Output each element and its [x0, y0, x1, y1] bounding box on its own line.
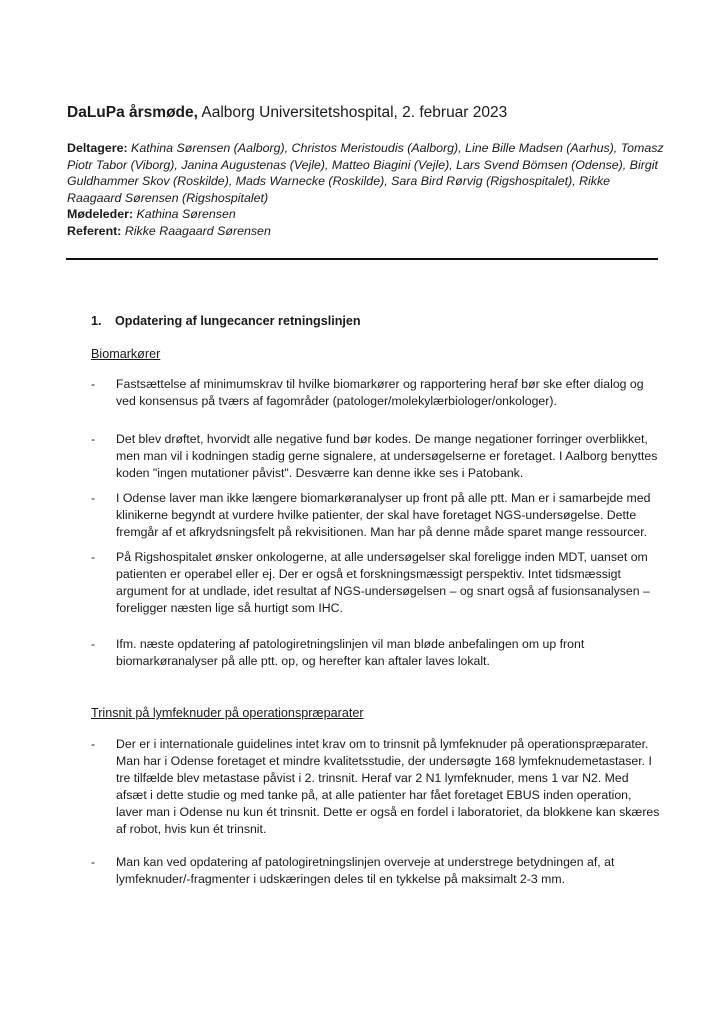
chair-label: Mødeleder:: [67, 207, 134, 221]
subheading-lymph-nodes: Trinsnit på lymfeknuder på operationspræparater: [91, 706, 364, 720]
participants-label: Deltagere:: [67, 141, 128, 155]
list-item-text: Det blev drøftet, hvorvidt alle negative fund bør kodes. De mange negationer forringer overblikket, men man vil i kodningen stadig gerne signalere, at undersøgelserne er foretaget. I Aalborg benyttes koden "ingen mutationer påvist". Desværre kan denne ikke ses i Patobank.: [116, 432, 658, 480]
participants-value: Kathina Sørensen (Aalborg), Christos Meristoudis (Aalborg), Line Bille Madsen (Aarhus), Tomasz Piotr Tabor (Viborg), Janina Augustenas (Vejle), Matteo Biagini (Vejle), Lars Svend Bömsen (Odense), Birgit Guldhammer Skov (Roskilde), Mads Warnecke (Roskilde), Sara Bird Rørvig (Rigshospitalet), Rikke Raagaard Sørensen (Rigshospitalet): [67, 141, 664, 205]
list-item-text: Der er i internationale guidelines intet krav om to trinsnit på lymfeknuder på operationspræparater. Man har i Odense foretaget et mindre kvalitetsstudie, der undersøgte 168 lymfeknudemetastaser. I tre tilfælde blev metastase påvist i 2. trinsnit. Heraf var 2 N1 lymfeknuder, mens 1 var N2. Med afsæt i dette studie og med tanke på, at alle patienter har fået foretaget EBUS inden operation, laver man i Odense nu kun ét trinsnit. Dette er også en fordel i laboratoriet, da blokkene kan skæres af robot, hvis kun ét trinsnit.: [116, 737, 660, 836]
referent-value: Rikke Raagaard Sørensen: [121, 223, 271, 238]
list-item-text: Man kan ved opdatering af patologiretningslinjen overveje at understrege betydningen af, at lymfeknuder/-fragmenter i udskæringen deles til en tykkelse på maksimalt 2-3 mm.: [116, 855, 615, 886]
referent-row: [67, 223, 667, 240]
referent-label: Referent:: [67, 223, 122, 238]
bullet-dash: -: [91, 637, 96, 651]
subheading-biomarkers: Biomarkører: [91, 347, 161, 361]
bullet-dash: -: [91, 737, 96, 751]
section-1-number: 1.: [91, 314, 102, 328]
bullet-dash: -: [91, 432, 96, 446]
meeting-meta: [67, 140, 667, 239]
chair-value: Kathina Sørensen: [133, 207, 236, 221]
participants-row: [67, 140, 667, 206]
meeting-title-rest: Aalborg Universitetshospital, 2. februar 2023: [197, 104, 508, 121]
bullet-dash: -: [91, 550, 96, 564]
bullet-dash: -: [91, 491, 96, 505]
meeting-title-bold: DaLuPa årsmøde,: [67, 104, 198, 121]
header-divider: [66, 258, 658, 260]
list-item-text: Fastsættelse af minimumskrav til hvilke biomarkører og rapportering heraf bør ske efter dialog og ved konsensus på tværs af fagområder (patologer/molekylærbiologer/onkologer).: [116, 377, 644, 408]
section-1-title: Opdatering af lungecancer retningslinjen: [115, 314, 361, 328]
chair-row: [67, 206, 667, 223]
list-item-text: I Odense laver man ikke længere biomarkøranalyser up front på alle ptt. Man er i samarbejde med klinikerne begyndt at vurdere hvilke patienter, der skal have foretaget NGS-undersøgelse. Dette fremgår af et afkrydsningsfelt på rekvisitionen. Man har på denne måde sparet mange ressourcer.: [116, 491, 651, 539]
meeting-title: [67, 103, 507, 123]
bullet-dash: -: [91, 855, 96, 869]
section-1-heading: [91, 313, 361, 329]
bullet-dash: -: [91, 377, 96, 391]
list-item-text: Ifm. næste opdatering af patologiretningslinjen vil man bløde anbefalingen om up front biomarkøranalyser på alle ptt. op, og herefter kan aftaler laves lokalt.: [116, 637, 585, 668]
list-item-text: På Rigshospitalet ønsker onkologerne, at alle undersøgelser skal foreligge inden MDT, uanset om patienten er operabel eller ej. Der er også et forskningsmæssigt perspektiv. Intet tidsmæssigt argument for at undlade, idet resultat af NGS-undersøgelsen – og snart også af fusionsanalysen – foreligger næsten lige så hurtigt som IHC.: [116, 550, 650, 615]
